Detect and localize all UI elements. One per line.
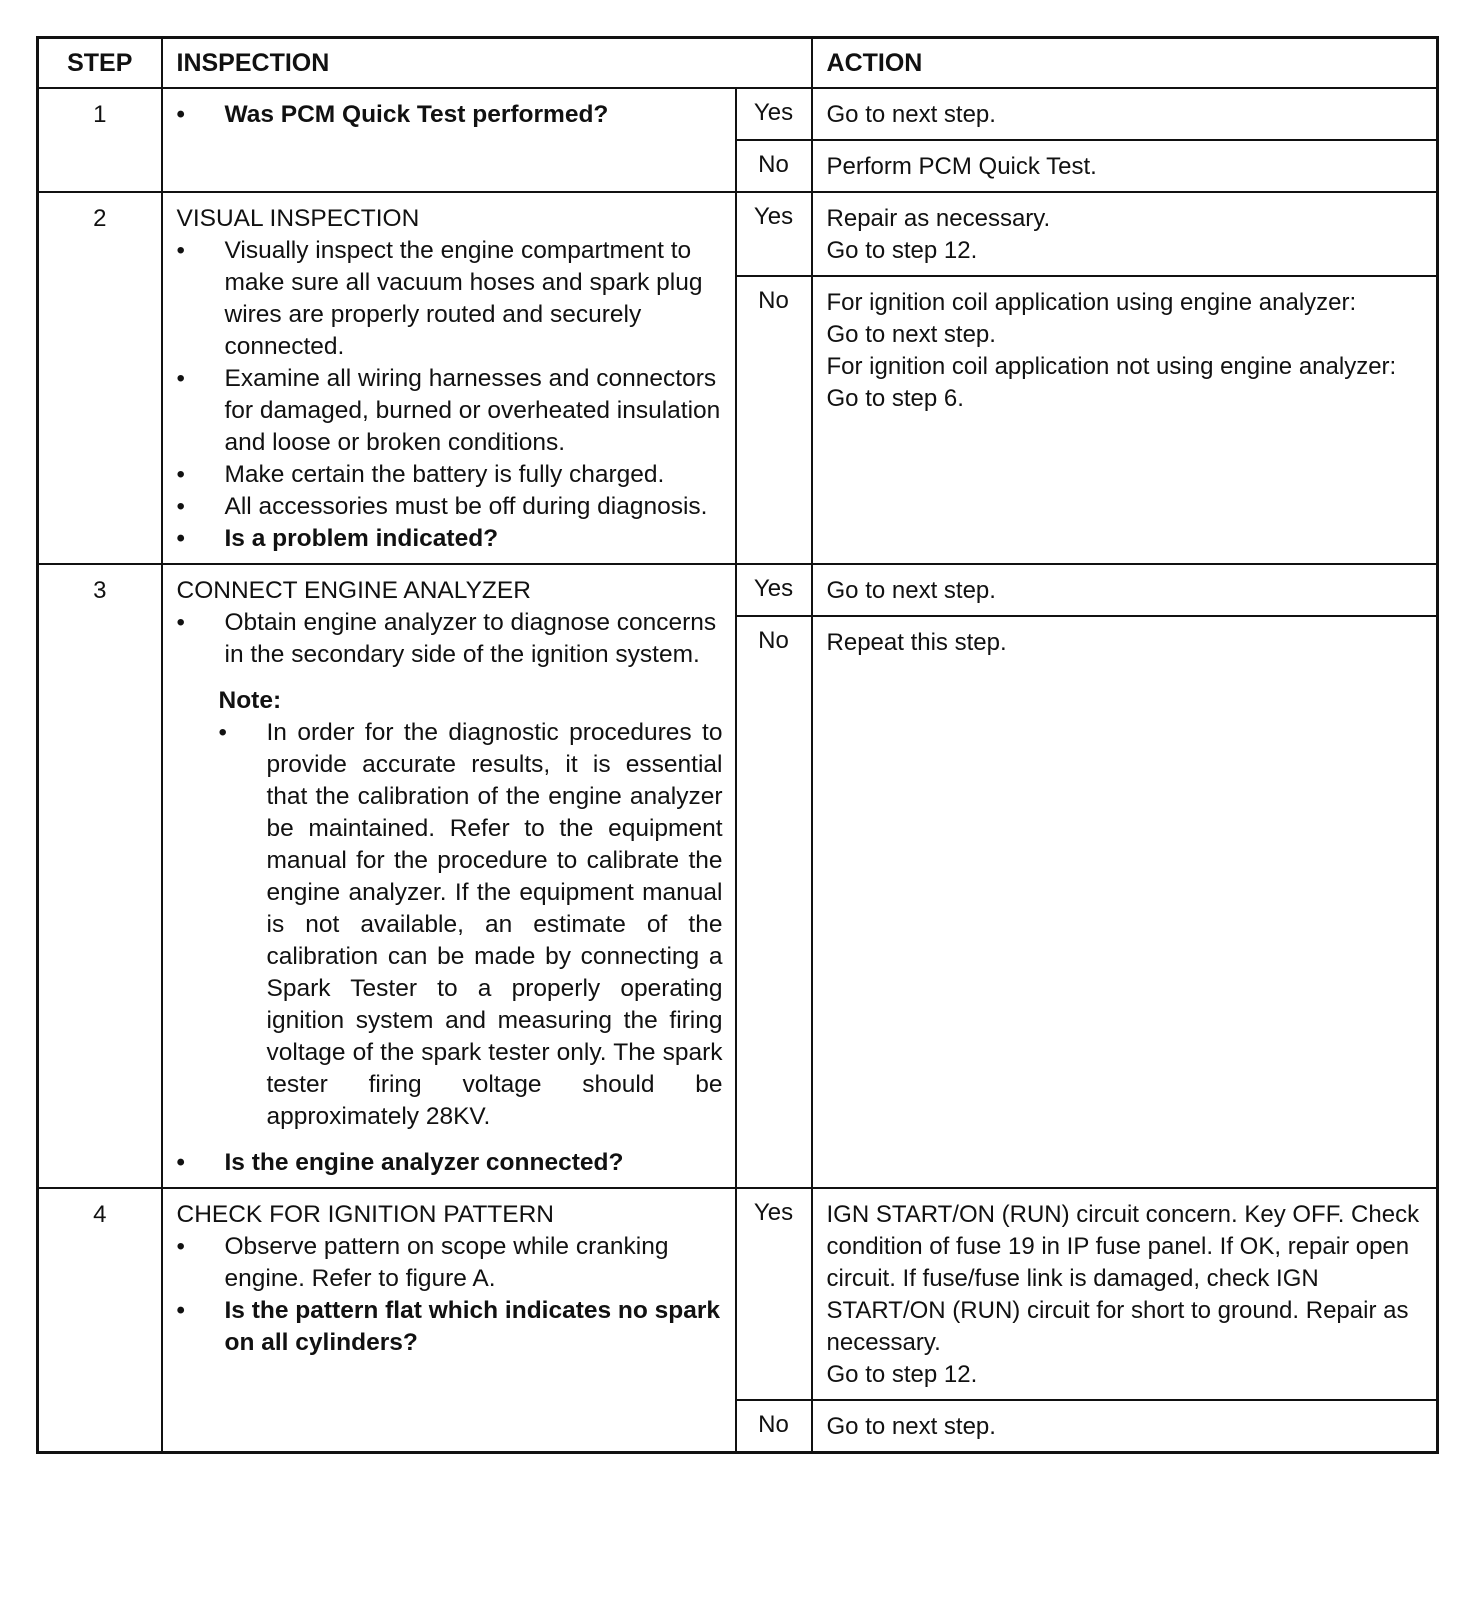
action-text: Perform PCM Quick Test.	[826, 153, 1097, 180]
inspection-question: • Was PCM Quick Test performed?	[177, 99, 723, 131]
no-label: No	[736, 1400, 812, 1453]
yes-label: Yes	[736, 88, 812, 140]
header-row	[38, 38, 1438, 89]
inspection-bullet: • Visually inspect the engine compartment to make sure all vacuum hoses and spark plug wires are properly routed and securely connected.	[177, 235, 723, 363]
yes-label: Yes	[736, 1188, 812, 1400]
action-text: Go to step 12.	[826, 1361, 978, 1388]
action-text: Go to step 6.	[826, 385, 964, 412]
action-text: Go to next step.	[826, 1413, 996, 1440]
action-text: Repeat this step.	[826, 629, 1007, 656]
step-3-inspection	[162, 564, 736, 1188]
step-1-yes-row	[38, 88, 1438, 140]
inspection-question: • Is the pattern flat which indicates no spark on all cylinders?	[177, 1295, 723, 1359]
inspection-question: • Is a problem indicated?	[177, 523, 723, 555]
step-number: 2	[38, 192, 162, 564]
step-1-inspection	[162, 88, 736, 192]
step-4-inspection	[162, 1188, 736, 1453]
inspection-title: VISUAL INSPECTION	[176, 205, 420, 232]
step-2-inspection	[162, 192, 736, 564]
no-label: No	[736, 616, 812, 1188]
step-1-yes-action	[812, 88, 1438, 140]
inspection-bullet: • Make certain the battery is fully charged.	[177, 459, 723, 491]
step-3-no-action	[812, 616, 1438, 1188]
inspection-bullet: • Examine all wiring harnesses and connectors for damaged, burned or overheated insulation and loose or broken conditions.	[177, 363, 723, 459]
yes-label: Yes	[736, 192, 812, 276]
step-number: 1	[38, 88, 162, 192]
note-text: • In order for the diagnostic procedures to provide accurate results, it is essential that the calibration of the engine analyzer be maintained. Refer to the equipment manual for the procedure to calibrate the engine analyzer. If the equipment manual is not available, an estimate of the calibration can be made by connecting a Spark Tester to a properly operating ignition system and measuring the firing voltage of the spark tester only. The spark tester firing voltage should be approximately 28KV.	[219, 717, 723, 1133]
no-label: No	[736, 140, 812, 192]
step-2-yes-action	[812, 192, 1438, 276]
action-text: Go to next step.	[826, 321, 996, 348]
yes-label: Yes	[736, 564, 812, 616]
inspection-title: CHECK FOR IGNITION PATTERN	[176, 1201, 554, 1228]
note-block	[219, 685, 723, 1133]
header-inspection: INSPECTION	[162, 38, 812, 89]
step-4-yes-action	[812, 1188, 1438, 1400]
inspection-question: • Is the engine analyzer connected?	[177, 1147, 723, 1179]
note-label: Note:	[218, 687, 282, 714]
inspection-bullet: • All accessories must be off during diagnosis.	[177, 491, 723, 523]
action-text: Go to next step.	[826, 101, 996, 128]
step-number: 3	[38, 564, 162, 1188]
step-2-yes-row	[38, 192, 1438, 276]
header-step: STEP	[38, 38, 162, 89]
inspection-bullet: • Observe pattern on scope while cranking engine. Refer to figure A.	[177, 1231, 723, 1295]
action-text: Repair as necessary.	[826, 205, 1051, 232]
action-text: Go to next step.	[826, 577, 996, 604]
step-4-no-action	[812, 1400, 1438, 1453]
action-text: Go to step 12.	[826, 237, 978, 264]
step-1-no-action	[812, 140, 1438, 192]
header-action: ACTION	[812, 38, 1438, 89]
action-text: For ignition coil application not using engine analyzer:	[826, 353, 1397, 380]
step-4-yes-row	[38, 1188, 1438, 1400]
action-text: For ignition coil application using engine analyzer:	[826, 289, 1357, 316]
step-number: 4	[38, 1188, 162, 1453]
step-3-yes-row	[38, 564, 1438, 616]
inspection-bullet: • Obtain engine analyzer to diagnose concerns in the secondary side of the ignition system.	[177, 607, 723, 671]
step-3-yes-action	[812, 564, 1438, 616]
no-label: No	[736, 276, 812, 564]
step-2-no-action	[812, 276, 1438, 564]
action-text: IGN START/ON (RUN) circuit concern. Key OFF. Check condition of fuse 19 in IP fuse panel. If OK, repair open circuit. If fuse/fuse link is damaged, check IGN START/ON (RUN) circuit for short to ground. Repair as necessary.	[826, 1201, 1420, 1356]
inspection-title: CONNECT ENGINE ANALYZER	[176, 577, 531, 604]
diagnostic-table	[36, 36, 1439, 1454]
